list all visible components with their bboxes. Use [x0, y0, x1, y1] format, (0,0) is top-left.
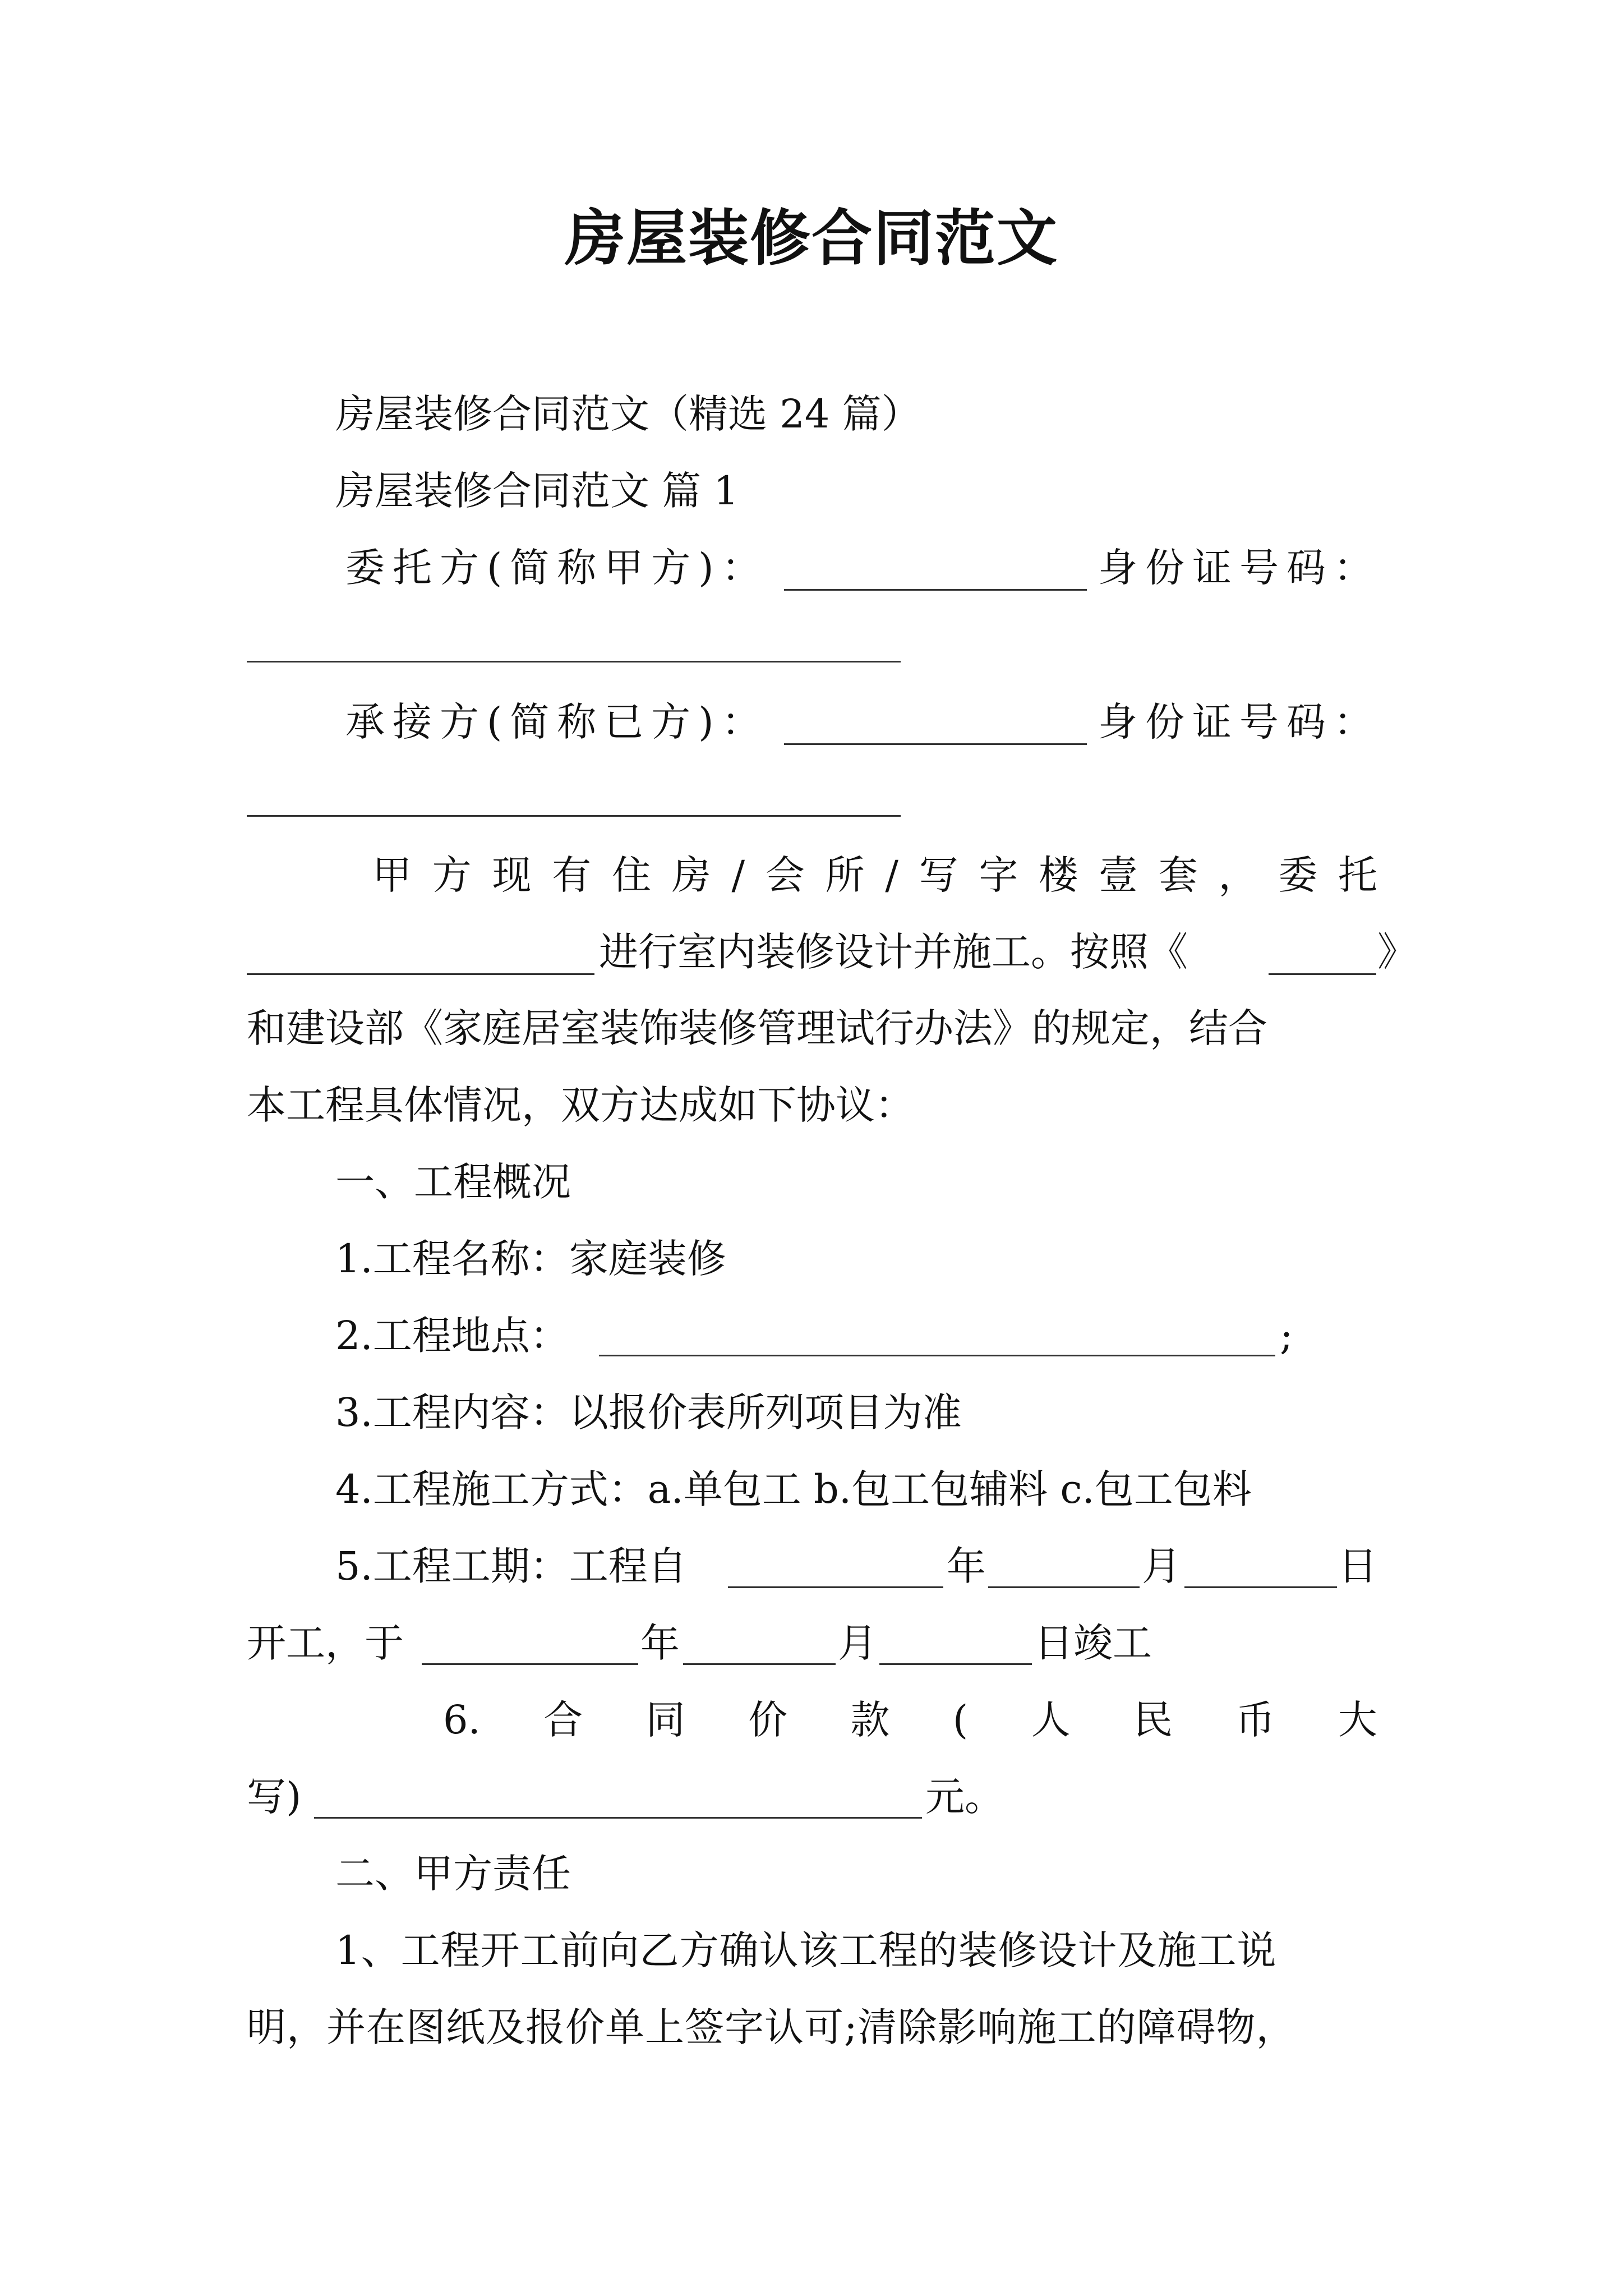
document-title: 房屋装修合同范文 [564, 203, 1058, 274]
para1-line4: 本工程具体情况，双方达成如下协议： [247, 1082, 914, 1128]
end-day-blank[interactable] [879, 1663, 1032, 1665]
party-b-id-label: 身份证号码： [1098, 699, 1381, 745]
start-day-label: 日 [1338, 1543, 1377, 1589]
para1-char: 楼 [1039, 852, 1078, 898]
project-location-blank[interactable] [599, 1355, 1275, 1356]
para1-line2-end: 》 [1377, 929, 1417, 975]
item5-label: 5.工程工期：工程自 [335, 1543, 687, 1589]
party-a-label: 委托方(简称甲方)： [345, 545, 769, 591]
item6-line2-end: 元。 [925, 1774, 1004, 1820]
start-month-blank[interactable] [988, 1586, 1140, 1588]
item5-end: 日竣工 [1034, 1620, 1152, 1666]
para1-char: 委 [1278, 852, 1318, 898]
para1-char: 住 [612, 852, 651, 898]
item4-construction-method: 4.工程施工方式：a.单包工 b.包工包辅料 c.包工包料 [335, 1466, 1252, 1512]
para1-char: 甲 [372, 852, 412, 898]
para1-char: / [885, 852, 898, 898]
subtitle: 房屋装修合同范文（精选 24 篇） [335, 391, 921, 437]
end-month-label: 月 [838, 1620, 877, 1666]
item6-line2-start: 写) [247, 1774, 302, 1820]
para1-char: 会 [765, 852, 805, 898]
end-year-blank[interactable] [422, 1663, 638, 1665]
item2-end: ; [1280, 1313, 1293, 1359]
item6-char: 人 [1031, 1697, 1071, 1743]
chapter-heading: 房屋装修合同范文 篇 1 [335, 468, 739, 514]
item6-char: 6. [443, 1697, 481, 1743]
para1-char: 套 [1158, 852, 1198, 898]
end-year-label: 年 [640, 1620, 680, 1666]
para1-char: 房 [671, 852, 711, 898]
party-a-id-blank[interactable] [247, 661, 901, 662]
para1-char: 托 [1338, 852, 1377, 898]
contract-price-blank[interactable] [314, 1817, 922, 1819]
item6-char: ( [952, 1697, 969, 1743]
para1-char: ， [1218, 852, 1258, 898]
para1-char: 所 [825, 852, 865, 898]
end-month-blank[interactable] [683, 1663, 836, 1665]
start-year-blank[interactable] [728, 1586, 943, 1588]
para1-char: 现 [492, 852, 532, 898]
start-day-blank[interactable] [1184, 1586, 1337, 1588]
item5-line2-start: 开工，于 [247, 1620, 404, 1666]
party-a-name-blank[interactable] [784, 589, 1087, 591]
start-year-label: 年 [947, 1543, 986, 1589]
item6-char: 价 [748, 1697, 788, 1743]
item1-project-name: 1.工程名称：家庭装修 [335, 1236, 726, 1282]
party-b-label: 承接方(简称已方)： [345, 699, 769, 745]
para1-line3: 和建设部《家庭居室装饰装修管理试行办法》的规定，结合 [247, 1005, 1267, 1051]
para1-line1 [372, 850, 1377, 900]
para1-line2: 进行室内装修设计并施工。按照《 [599, 929, 1188, 975]
item6-char: 币 [1235, 1697, 1275, 1743]
para1-char: 方 [432, 852, 472, 898]
start-month-label: 月 [1142, 1543, 1181, 1589]
item6-line1 [443, 1695, 1377, 1745]
item6-char: 款 [850, 1697, 890, 1743]
item2-label: 2.工程地点： [335, 1313, 569, 1359]
para1-char: 写 [919, 852, 958, 898]
section2-heading: 二、甲方责任 [335, 1851, 571, 1897]
section1-heading: 一、工程概况 [335, 1159, 571, 1205]
party-a-id-label: 身份证号码： [1098, 545, 1381, 591]
item6-char: 同 [645, 1697, 685, 1743]
item6-char: 民 [1133, 1697, 1173, 1743]
item3-project-content: 3.工程内容：以报价表所列项目为准 [335, 1389, 962, 1435]
para1-char: 有 [552, 852, 592, 898]
para1-char: 字 [979, 852, 1018, 898]
item6-char: 合 [543, 1697, 583, 1743]
contractor-blank[interactable] [247, 973, 594, 975]
section2-item1-line2: 明，并在图纸及报价单上签字认可;清除影响施工的障碍物， [247, 2004, 1296, 2050]
section2-item1-line1: 1、工程开工前向乙方确认该工程的装修设计及施工说 [335, 1927, 1277, 1973]
item6-char: 大 [1338, 1697, 1377, 1743]
party-b-name-blank[interactable] [784, 743, 1087, 745]
para1-char: 壹 [1098, 852, 1138, 898]
party-b-id-blank[interactable] [247, 815, 901, 817]
regulation-name-blank[interactable] [1269, 973, 1376, 975]
para1-char: / [731, 852, 745, 898]
